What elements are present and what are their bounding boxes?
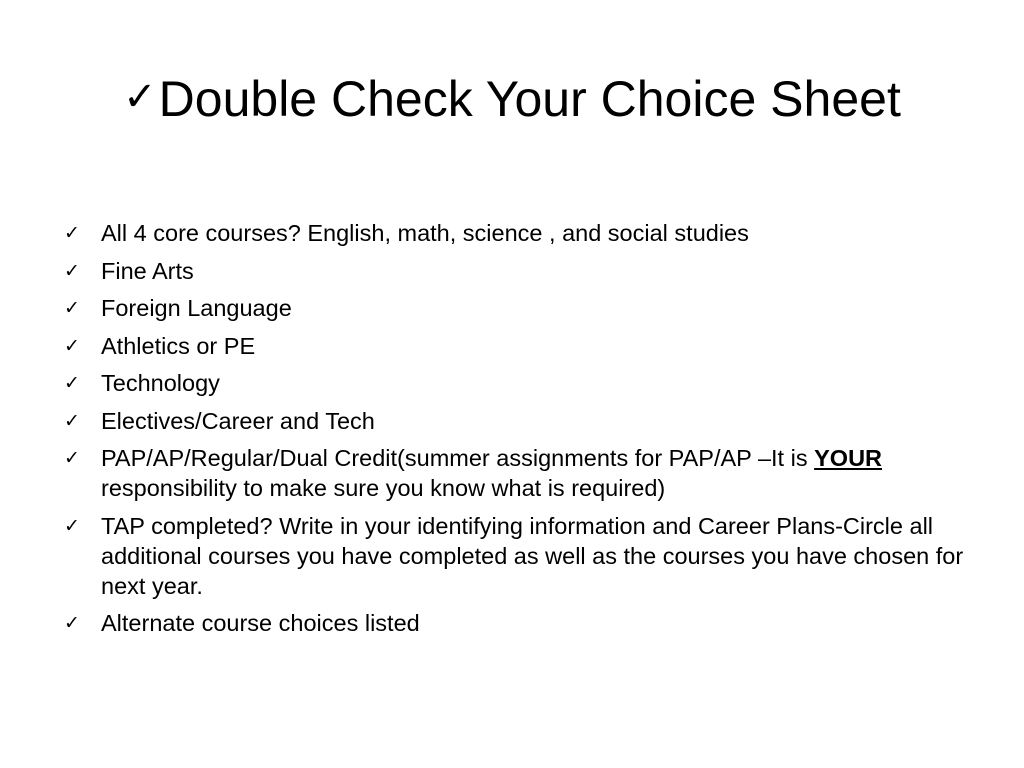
checklist-item-athletics bbox=[64, 331, 974, 361]
checkmark-icon: ✓ bbox=[123, 74, 157, 120]
checklist-item-emphasis: YOUR bbox=[814, 445, 883, 471]
checklist-item-text: All 4 core courses? English, math, science , and social studies bbox=[101, 220, 749, 246]
checklist-item-text: PAP/AP/Regular/Dual Credit(summer assignments for PAP/AP –It is bbox=[101, 445, 815, 471]
checklist-item-text: Fine Arts bbox=[101, 257, 194, 284]
checkmark-icon: ✓ bbox=[64, 334, 80, 357]
checklist-item-text: Foreign Language bbox=[101, 295, 292, 321]
checklist-item-core-courses bbox=[64, 218, 974, 248]
slide-title bbox=[0, 62, 1024, 134]
checkmark-icon: ✓ bbox=[64, 514, 80, 537]
checklist-item-electives bbox=[64, 406, 974, 436]
checkmark-icon: ✓ bbox=[64, 372, 80, 394]
checklist-item-text: Alternate course choices listed bbox=[101, 610, 420, 636]
checklist-item-text: TAP completed? Write in your identifying information and Career Plans-Circle all additional courses you have completed as well as the courses you have chosen for next year. bbox=[101, 512, 964, 599]
checkmark-icon: ✓ bbox=[64, 612, 80, 634]
checkmark-icon: ✓ bbox=[64, 222, 80, 244]
checklist-item-tap bbox=[64, 511, 974, 601]
checklist-item-text: Athletics or PE bbox=[101, 332, 256, 359]
checklist-item-fine-arts bbox=[64, 256, 974, 286]
checklist-item-text: responsibility to make sure you know what is required) bbox=[101, 475, 666, 501]
checklist-item-text: Technology bbox=[101, 370, 220, 396]
checklist-item-technology bbox=[64, 368, 974, 398]
slide-title-text: Double Check Your Choice Sheet bbox=[158, 71, 901, 127]
checklist-item-course-level bbox=[64, 443, 974, 503]
checklist-item-alternates bbox=[64, 608, 974, 638]
checkmark-icon: ✓ bbox=[64, 259, 80, 282]
checklist bbox=[64, 218, 974, 646]
checkmark-icon: ✓ bbox=[64, 297, 80, 319]
checkmark-icon: ✓ bbox=[64, 447, 80, 469]
checkmark-icon: ✓ bbox=[64, 409, 80, 432]
checklist-item-text: Electives/Career and Tech bbox=[101, 407, 375, 434]
checklist-item-foreign-language bbox=[64, 293, 974, 323]
